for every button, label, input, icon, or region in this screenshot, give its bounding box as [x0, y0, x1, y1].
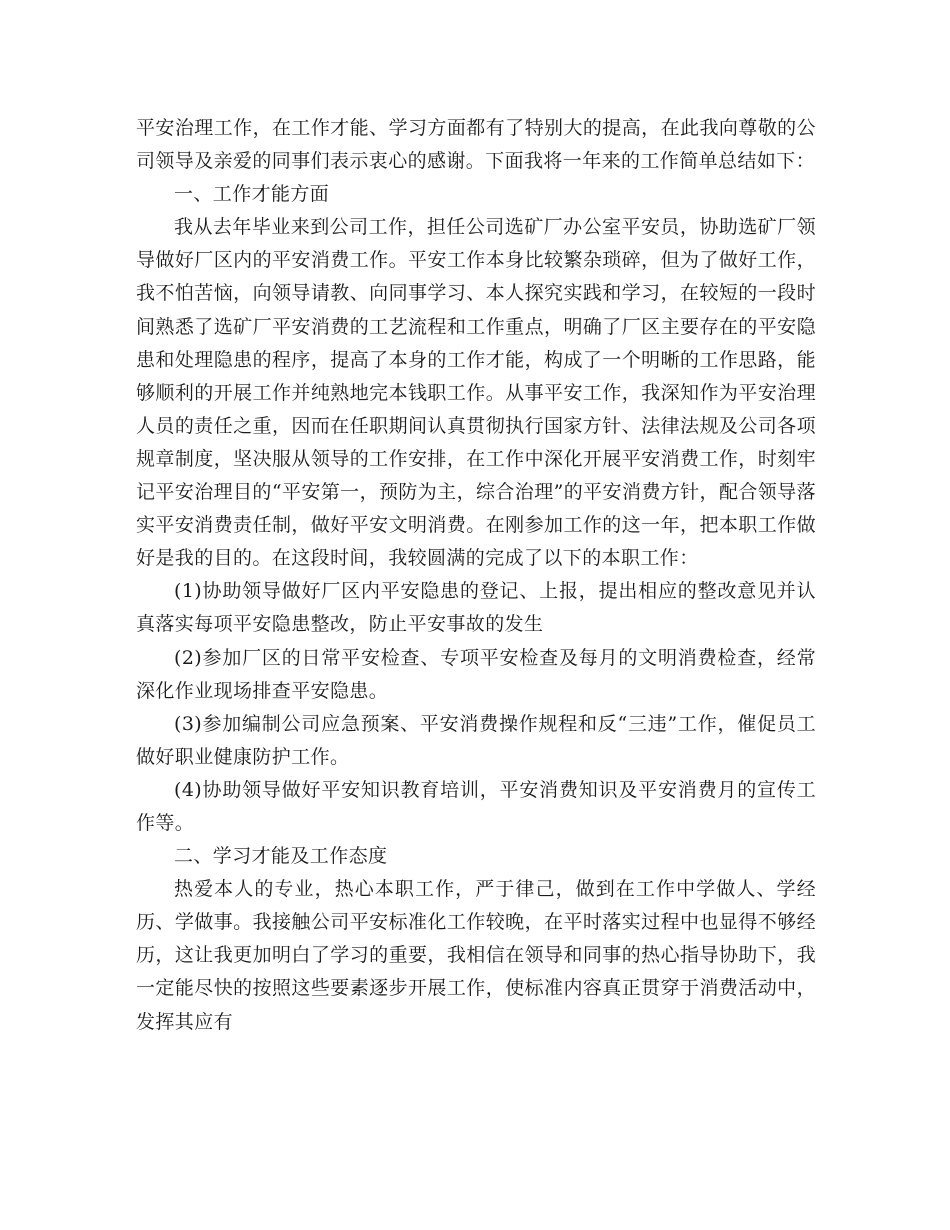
list-item-2: (2)参加厂区的日常平安检查、专项平安检查及每月的文明消费检查，经常深化作业现场排查平安隐患。: [136, 646, 816, 702]
paragraph-work-ability: 我从去年毕业来到公司工作，担任公司选矿厂办公室平安员，协助选矿厂领导做好厂区内的平安消费工作。平安工作本身比较繁杂琐碎，但为了做好工作，我不怕苦恼，向领导请教、向同事学习、本人探究实践和学习，在较短的一段时间熟悉了选矿厂平安消费的工艺流程和工作重点，明确了厂区主要存在的平安隐患和处理隐患的程序，提高了本身的工作才能，构成了一个明晰的工作思路，能够顺利的开展工作并纯熟地完本钱职工作。从事平安工作，我深知作为平安治理人员的责任之重，因而在任职期间认真贯彻执行国家方针、法律法规及公司各项规章制度，坚决服从领导的工作安排，在工作中深化开展平安消费工作，时刻牢记平安治理目的“平安第一，预防为主，综合治理”的平安消费方针，配合领导落实平安消费责任制，做好平安文明消费。在刚参加工作的这一年，把本职工作做好是我的目的。在这段时间，我较圆满的完成了以下的本职工作：: [136, 216, 816, 570]
list-item-1: (1)协助领导做好厂区内平安隐患的登记、上报，提出相应的整改意见并认真落实每项平安隐患整改，防止平安事故的发生: [136, 580, 816, 636]
list-item-4: (4)协助领导做好平安知识教育培训，平安消费知识及平安消费月的宣传工作等。: [136, 778, 816, 834]
paragraph-learning: 热爱本人的专业，热心本职工作，严于律己，做到在工作中学做人、学经历、学做事。我接触公司平安标准化工作较晚，在平时落实过程中也显得不够经历，这让我更加明白了学习的重要，我相信在领导和同事的热心指导协助下，我一定能尽快的按照这些要素逐步开展工作，使标准内容真正贯穿于消费活动中，发挥其应有: [136, 878, 816, 1033]
section-heading-work-ability: 一、工作才能方面: [174, 183, 330, 206]
paragraph-intro: 平安治理工作，在工作才能、学习方面都有了特别大的提高，在此我向尊敬的公司领导及亲爱的同事们表示衷心的感谢。下面我将一年来的工作简单总结如下：: [136, 117, 816, 173]
list-item-3: (3)参加编制公司应急预案、平安消费操作规程和反“三违”工作，催促员工做好职业健康防护工作。: [136, 712, 816, 768]
document-body: [136, 112, 816, 1039]
section-heading-learning: 二、学习才能及工作态度: [174, 845, 388, 868]
